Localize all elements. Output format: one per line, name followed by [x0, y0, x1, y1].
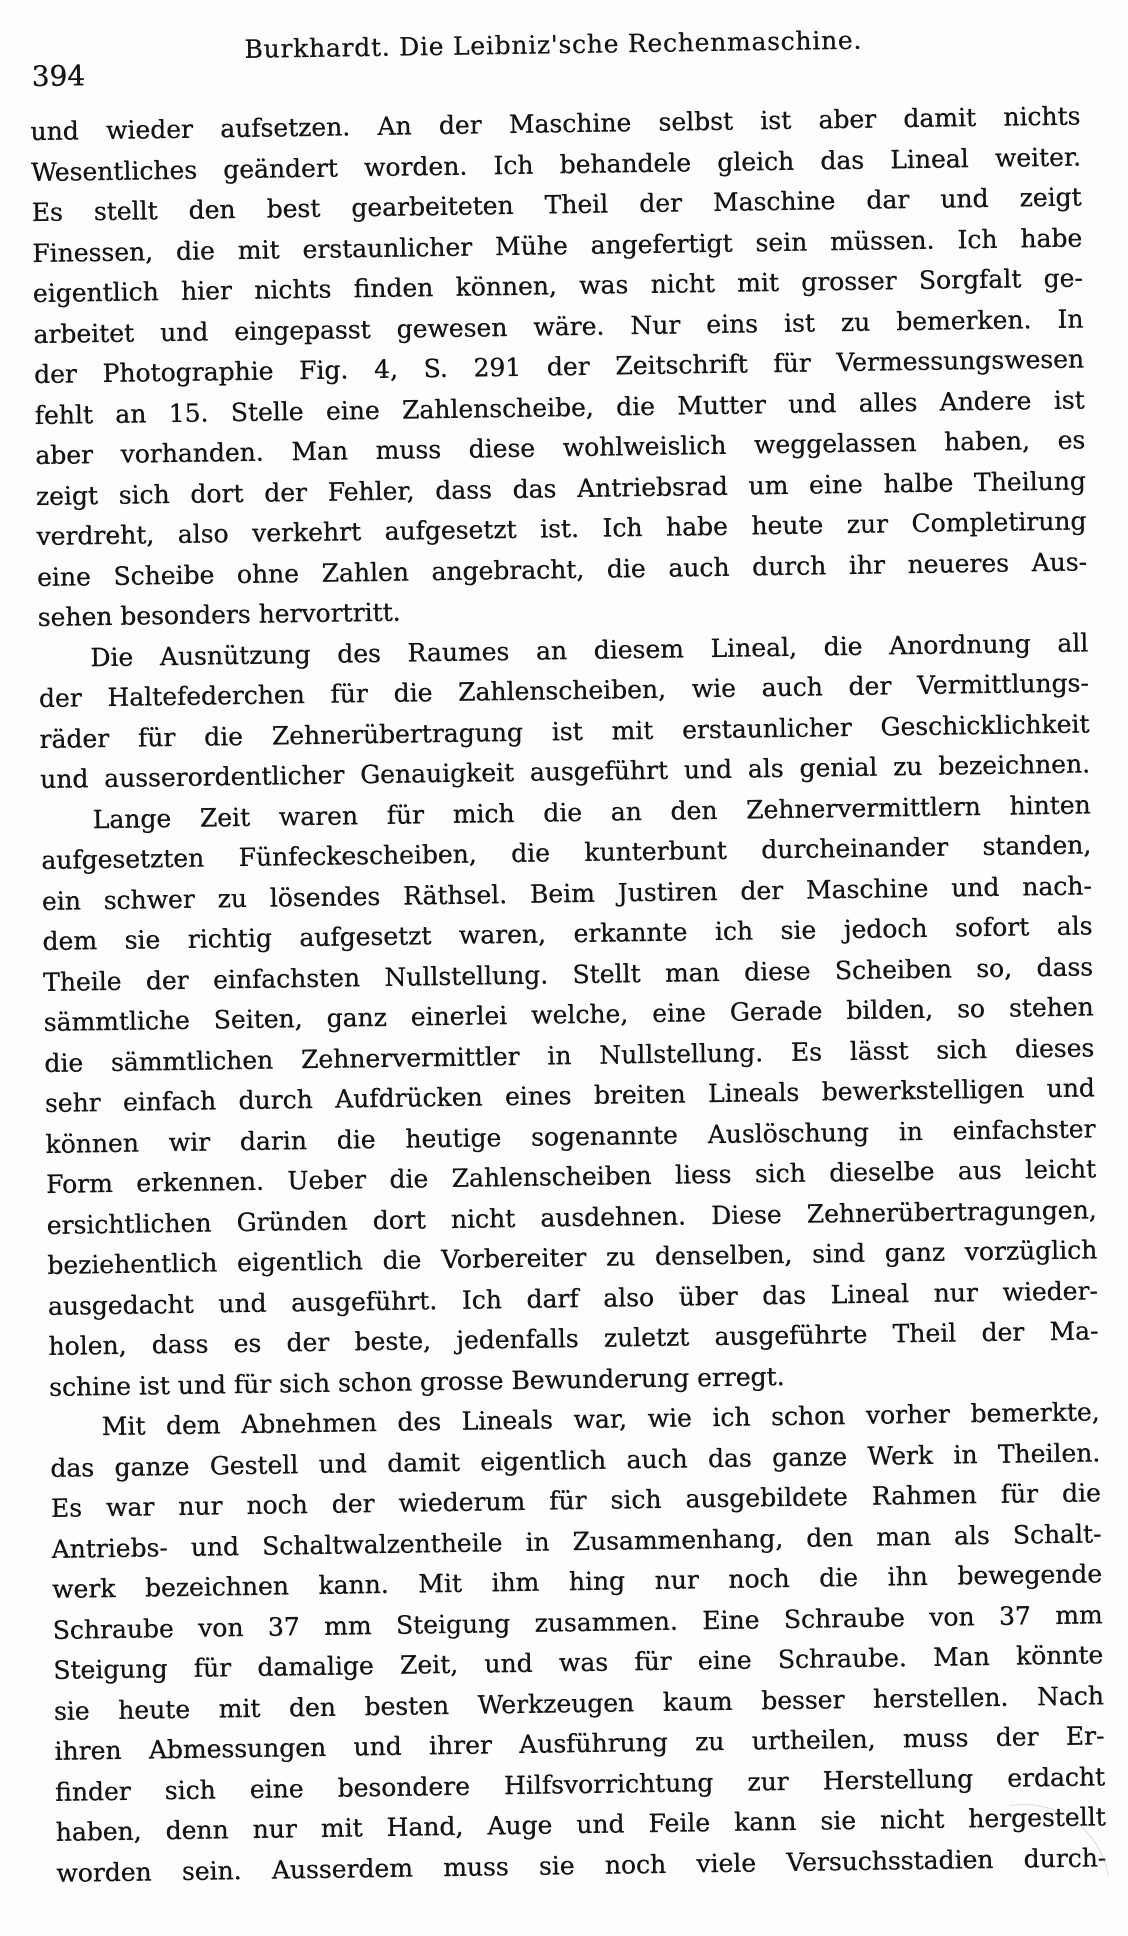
text-line: beziehentlich eigentlich die Vorbereiter zu denselben, sind ganz vorzüglich: [47, 1235, 1098, 1280]
text-line: Die Ausnützung des Raumes an diesem Lineal, die Anordnung all: [89, 627, 1089, 672]
text-line: aufgesetzten Fünfeckescheiben, die kunterbunt durcheinander standen,: [41, 830, 1092, 875]
text-line: das ganze Gestell und damit eigentlich auch das ganze Werk in Theilen.: [50, 1437, 1101, 1483]
text-line: schine ist und für sich schon grosse Bewunderung erregt.: [48, 1361, 785, 1402]
text-line: fehlt an 15. Stelle eine Zahlenscheibe, die Mutter und alles Andere ist: [34, 384, 1085, 430]
text-line: aber vorhanden. Man muss diese wohlweislich weggelassen haben, es: [34, 425, 1086, 470]
text-line: werk bezeichnen kann. Mit ihm hing nur noch die ihn bewegende: [51, 1559, 1103, 1604]
text-line: die sämmtlichen Zehnervermittler in Nullstellung. Es lässt sich dieses: [44, 1032, 1095, 1078]
text-line: sie heute mit den besten Werkzeugen kaum besser herstellen. Nach: [53, 1680, 1104, 1726]
text-body: [30, 96, 1106, 1893]
text-line: dem sie richtig aufgesetzt waren, erkannte ich sie jedoch sofort als: [42, 911, 1093, 956]
text-line: und wieder aufsetzen. An der Maschine selbst ist aber damit nichts: [30, 101, 1081, 146]
text-line: Steigung für damalige Zeit, und was für eine Schraube. Man könnte: [53, 1640, 1104, 1685]
text-line: sehen besonders hervortritt.: [37, 597, 401, 632]
text-line: finder sich eine besondere Hilfsvorrichtung zur Herstellung erdacht: [54, 1761, 1106, 1807]
text-line: können wir darin die heutige sogenannte Auslöschung in einfachster: [45, 1113, 1096, 1159]
text-line: Schraube von 37 mm Steigung zusammen. Eine Schraube von 37 mm: [52, 1599, 1103, 1645]
text-line: Mit dem Abnehmen des Lineals war, wie ich schon vorher bemerkte,: [101, 1397, 1100, 1441]
text-line: ersichtlichen Gründen dort nicht ausdehnen. Diese Zehnerübertragungen,: [46, 1194, 1097, 1240]
text-line: haben, denn nur mit Hand, Auge und Feile kann sie nicht hergestellt: [55, 1802, 1106, 1847]
text-line: ein schwer zu lösendes Räthsel. Beim Justiren der Maschine und nach-: [41, 870, 1092, 916]
text-line: Lange Zeit waren für mich die an den Zehnervermittlern hinten: [92, 789, 1091, 834]
text-line: räder für die Zehnerübertragung ist mit erstaunlicher Geschicklichkeit: [39, 708, 1090, 754]
paragraph: [40, 785, 1099, 1408]
text-line: Wesentliches geändert worden. Ich behandele gleich das Lineal weiter.: [30, 141, 1082, 187]
text-line: der Photographie Fig. 4, S. 291 der Zeitschrift für Vermessungswesen: [33, 344, 1085, 389]
text-line: holen, dass es der beste, jedenfalls zuletzt ausgeführte Theil der Ma-: [48, 1316, 1099, 1361]
text-line: Finessen, die mit erstaunlicher Mühe angefertigt sein müssen. Ich habe: [31, 222, 1083, 268]
text-line: verdreht, also verkehrt aufgesetzt ist. Ich habe heute zur Completirung: [36, 506, 1087, 551]
text-line: ausgedacht und ausgeführt. Ich darf also über das Lineal nur wieder-: [47, 1275, 1098, 1321]
text-line: worden sein. Ausserdem muss sie noch viele Versuchsstadien durch-: [56, 1842, 1107, 1888]
text-line: Antriebs- und Schaltwalzentheile in Zusammenhang, den man als Schalt-: [51, 1518, 1102, 1564]
text-line: und ausserordentlicher Genauigkeit ausgeführt und als genial zu bezeichnen.: [39, 749, 1091, 794]
running-header: Burkhardt. Die Leibniz'sche Rechenmaschine.: [244, 25, 863, 64]
text-line: der Haltefederchen für die Zahlenscheiben, wie auch der Vermittlungs-: [38, 668, 1089, 713]
page-number: 394: [31, 59, 86, 93]
paragraph: [49, 1392, 1106, 1894]
text-line: Theile der einfachsten Nullstellung. Stellt man diese Scheiben so, dass: [42, 951, 1094, 997]
text-line: sehr einfach durch Aufdrücken eines breiten Lineals bewerkstelligen und: [44, 1073, 1095, 1118]
text-line: zeigt sich dort der Fehler, dass das Antriebsrad um eine halbe Theilung: [35, 465, 1086, 511]
text-line: sämmtliche Seiten, ganz einerlei welche, eine Gerade bilden, so stehen: [43, 992, 1094, 1037]
text-line: Es war nur noch der wiederum für sich ausgebildete Rahmen für die: [50, 1478, 1101, 1523]
text-line: ihren Abmessungen und ihrer Ausführung zu urtheilen, muss der Er-: [54, 1721, 1105, 1766]
paragraph: [30, 96, 1088, 638]
text-line: Form erkennen. Ueber die Zahlenscheiben liess sich dieselbe aus leicht: [45, 1154, 1097, 1199]
text-line: eigentlich hier nichts finden können, was nicht mit grosser Sorgfalt ge-: [32, 263, 1083, 308]
paragraph: [38, 623, 1090, 801]
text-line: Es stellt den best gearbeiteten Theil der Maschine dar und zeigt: [31, 182, 1082, 227]
text-line: arbeitet und eingepasst gewesen wäre. Nur eins ist zu bemerken. In: [33, 303, 1084, 349]
text-line: eine Scheibe ohne Zahlen angebracht, die auch durch ihr neueres Aus-: [36, 546, 1088, 592]
